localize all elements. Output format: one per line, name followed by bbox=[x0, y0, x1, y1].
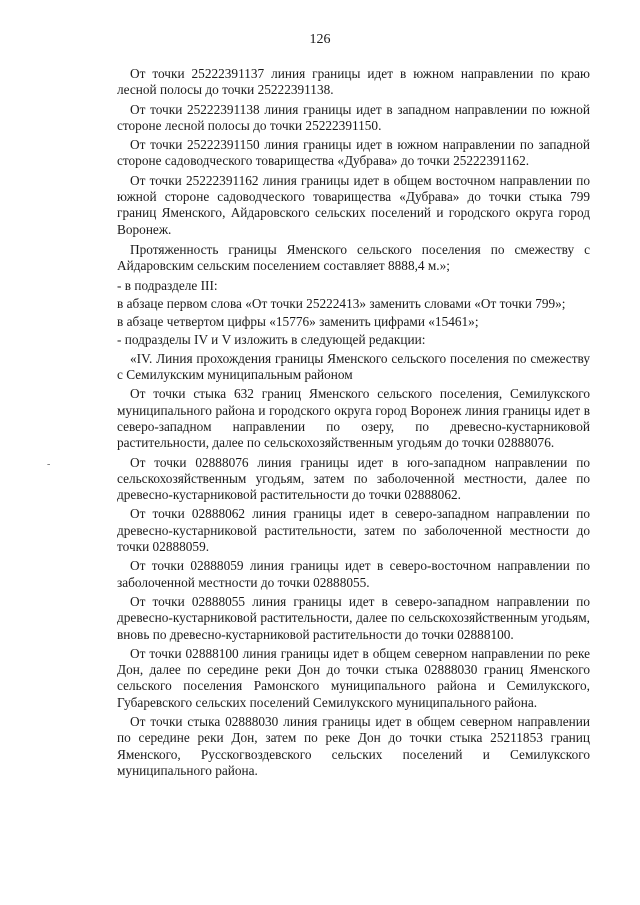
list-item: в абзаце четвертом цифры «15776» заменить цифрами «15461»; bbox=[117, 314, 479, 330]
list-item: в абзаце первом слова «От точки 25222413» заменить словами «От точки 799»; bbox=[117, 295, 566, 311]
paragraph: От точки 25222391137 линия границы идет в южном направлении по краю лесной полосы до точки 25222391138. bbox=[117, 66, 590, 98]
paragraph: От точки 02888100 линия границы идет в общем северном направлении по реке Дон, далее по середине реки Дон до точки стыка 02888030 границ Яменского сельского поселения Рамонского муниципального района и Семилукского, Губаревского сельских поселений Семилукского муниципального района. bbox=[117, 645, 590, 710]
section-heading: «IV. Линия прохождения границы Яменского сельского поселения по смежеству с Семилукским муниципальным районом bbox=[117, 350, 590, 383]
paragraph: От точки стыка 02888030 линия границы идет в общем северном направлении по середине реки Дон, затем по реке Дон до точки стыка 25211853 границ Яменского, Русскогвоздевского сельских поселений и Семилукского муниципального района. bbox=[117, 713, 590, 778]
margin-mark: - bbox=[47, 459, 51, 470]
page-number: 126 bbox=[309, 32, 331, 47]
paragraph: Протяженность границы Яменского сельского поселения по смежеству с Айдаровским сельским поселением составляет 8888,4 м.»; bbox=[117, 241, 590, 274]
paragraph: От точки 02888059 линия границы идет в северо-восточном направлении по заболоченной местности до точки 02888055. bbox=[117, 558, 590, 590]
paragraph: От точки 02888076 линия границы идет в юго-западном направлении по сельскохозяйственным угодьям, затем по заболоченной местности, далее по древесно-кустарниковой растительности до точки 02888062. bbox=[117, 454, 590, 503]
paragraph: От точки 25222391162 линия границы идет в общем восточном направлении по южной стороне садоводческого товарищества «Дубрава» до точки стыка 799 границ Яменского, Айдаровского сельских поселений и городского округа город Воронеж. bbox=[117, 172, 590, 237]
paragraph: От точки 25222391150 линия границы идет в южном направлении по западной стороне садоводческого товарищества «Дубрава» до точки 25222391162. bbox=[117, 137, 590, 169]
paragraph: От точки 02888055 линия границы идет в северо-западном направлении по древесно-кустарниковой растительности, далее по сельскохозяйственным угодьям, вновь по древесно-кустарниковой растительности до точки 02888100. bbox=[117, 593, 590, 642]
document-body bbox=[117, 66, 590, 782]
list-item: - в подразделе III: bbox=[117, 277, 218, 293]
paragraph: От точки 25222391138 линия границы идет в западном направлении по южной стороне лесной полосы до точки 25222391150. bbox=[117, 101, 590, 133]
list-item: - подразделы IV и V изложить в следующей редакции: bbox=[117, 332, 426, 348]
paragraph: От точки стыка 632 границ Яменского сельского поселения, Семилукского муниципального района и городского округа город Воронеж линия границы идет в северо-западном направлении по озеру, по древесно-кустарниковой растительности, далее по сельскохозяйственным угодьям до точки 02888076. bbox=[117, 386, 590, 451]
paragraph: От точки 02888062 линия границы идет в северо-западном направлении по древесно-кустарниковой растительности, затем по заболоченной местности до точки 02888059. bbox=[117, 506, 590, 555]
